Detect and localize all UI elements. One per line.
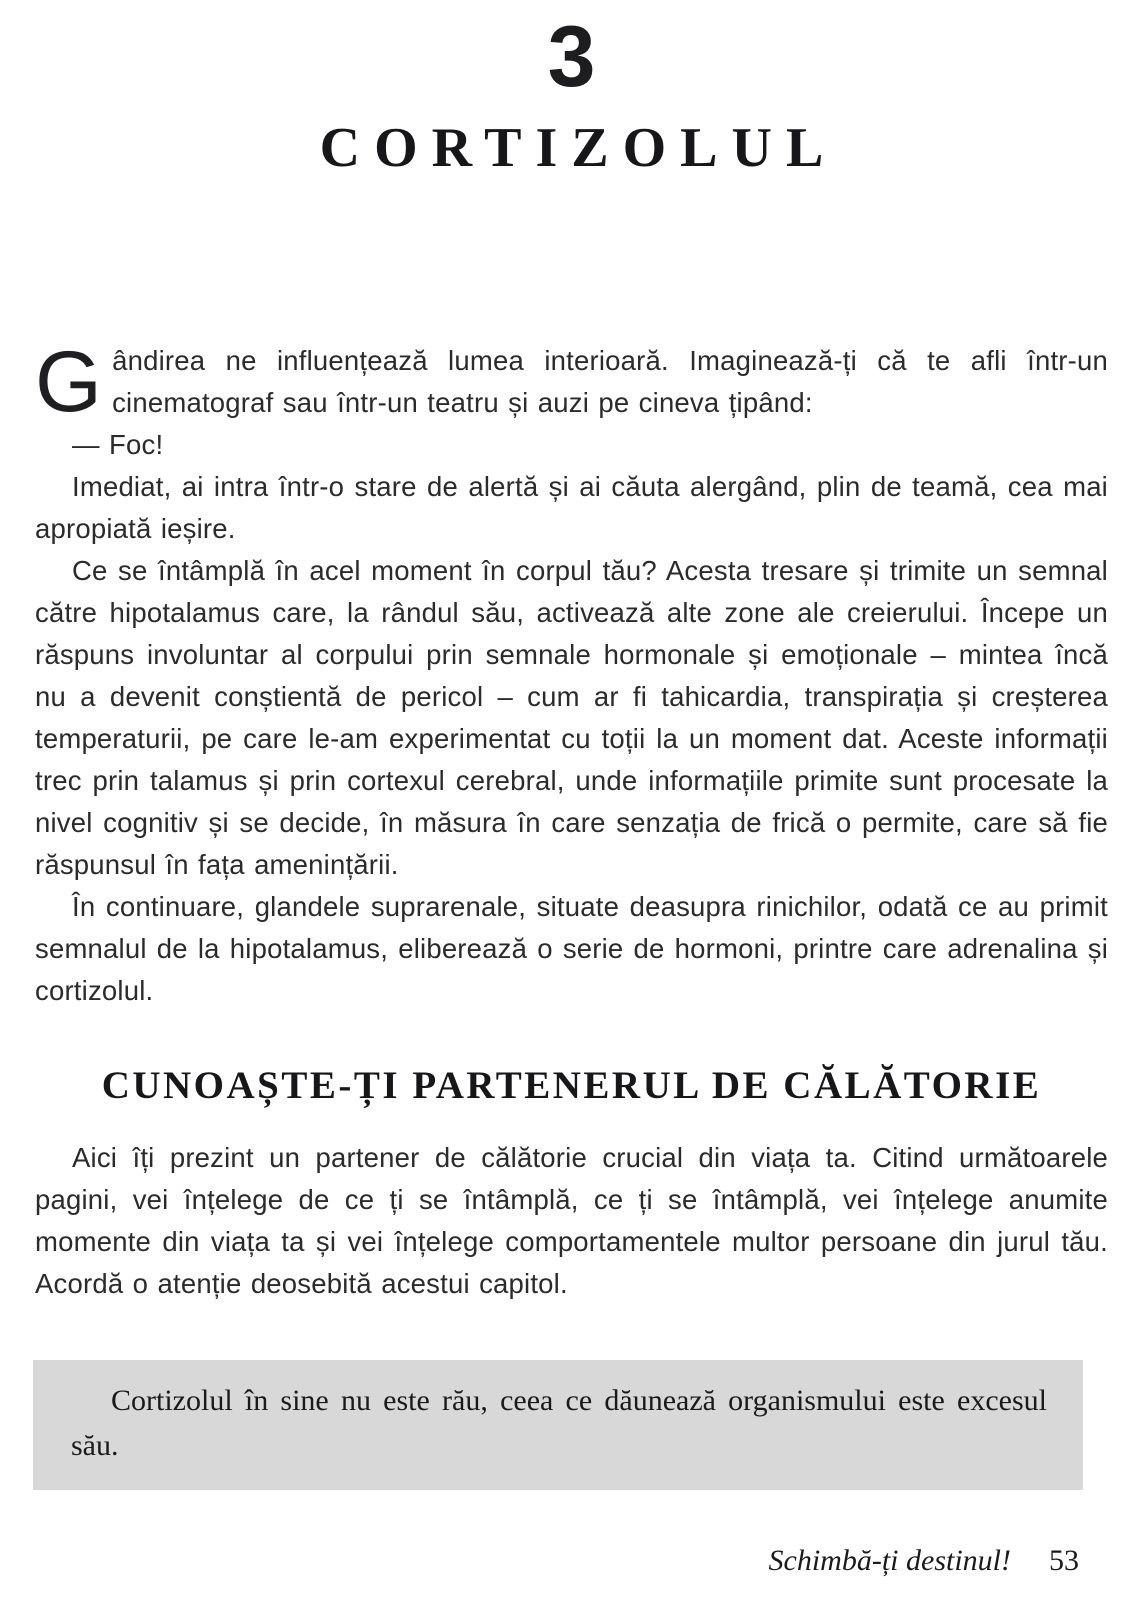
- opening-paragraph-text: ândirea ne influențează lumea interioară. Imaginează-ți că te afli într-un cinematograf sau într-un teatru și auzi pe cineva țipând:: [112, 345, 1108, 418]
- footer-page-number: 53: [1049, 1544, 1079, 1577]
- paragraph-body-response: Ce se întâmplă în acel moment în corpul tău? Acesta tresare și trimite un semnal către hipotalamus care, la rândul său, activează alte zone ale creierului. Începe un răspuns involuntar al corpului prin semnale hormonale și emoționale – mintea încă nu a devenit conștientă de pericol – cum ar fi tahicardia, transpirația și creșterea temperaturii, pe care le-am experimentat cu toții la un moment dat. Aceste informații trec prin talamus și prin cortexul cerebral, unde informațiile primite sunt procesate la nivel cognitiv și se decide, în măsura în care senzația de frică o permite, care să fie răspunsul în fața amenințării.: [35, 555, 1108, 880]
- chapter-number: 3: [547, 9, 596, 105]
- page-footer: [769, 1544, 1079, 1577]
- intro-body: [35, 334, 1108, 1012]
- paragraph-adrenal-glands: În continuare, glandele suprarenale, situate deasupra rinichilor, odată ce au primit semnalul de la hipotalamus, eliberează o serie de hormoni, printre care adrenalina și cortizolul.: [35, 891, 1108, 1006]
- callout-box: [33, 1360, 1083, 1490]
- opening-paragraph: [35, 334, 1108, 430]
- chapter-title: CORTIZOLUL: [319, 117, 838, 179]
- section-heading: CUNOAȘTE-ȚI PARTENERUL DE CĂLĂTORIE: [101, 1064, 1042, 1107]
- callout-text: Cortizolul în sine nu este rău, ceea ce dăunează organismului este excesul său.: [71, 1384, 1047, 1462]
- footer-book-title: Schimbă-ți destinul!: [768, 1544, 1011, 1577]
- dialogue-line: — Foc!: [72, 429, 164, 460]
- drop-cap: G: [35, 334, 103, 430]
- section-paragraph: Aici îți prezint un partener de călătorie crucial din viața ta. Citind următoarele pagini, vei înțelege de ce ți se întâmplă, ce ți se întâmplă, vei înțelege anumite momente din viața ta și vei înțelege comportamentele multor persoane din jurul tău. Acordă o atenție deosebită acestui capitol.: [35, 1142, 1108, 1299]
- paragraph-immediate-reaction: Imediat, ai intra într-o stare de alertă și ai căuta alergând, plin de teamă, cea mai apropiată ieșire.: [35, 471, 1108, 544]
